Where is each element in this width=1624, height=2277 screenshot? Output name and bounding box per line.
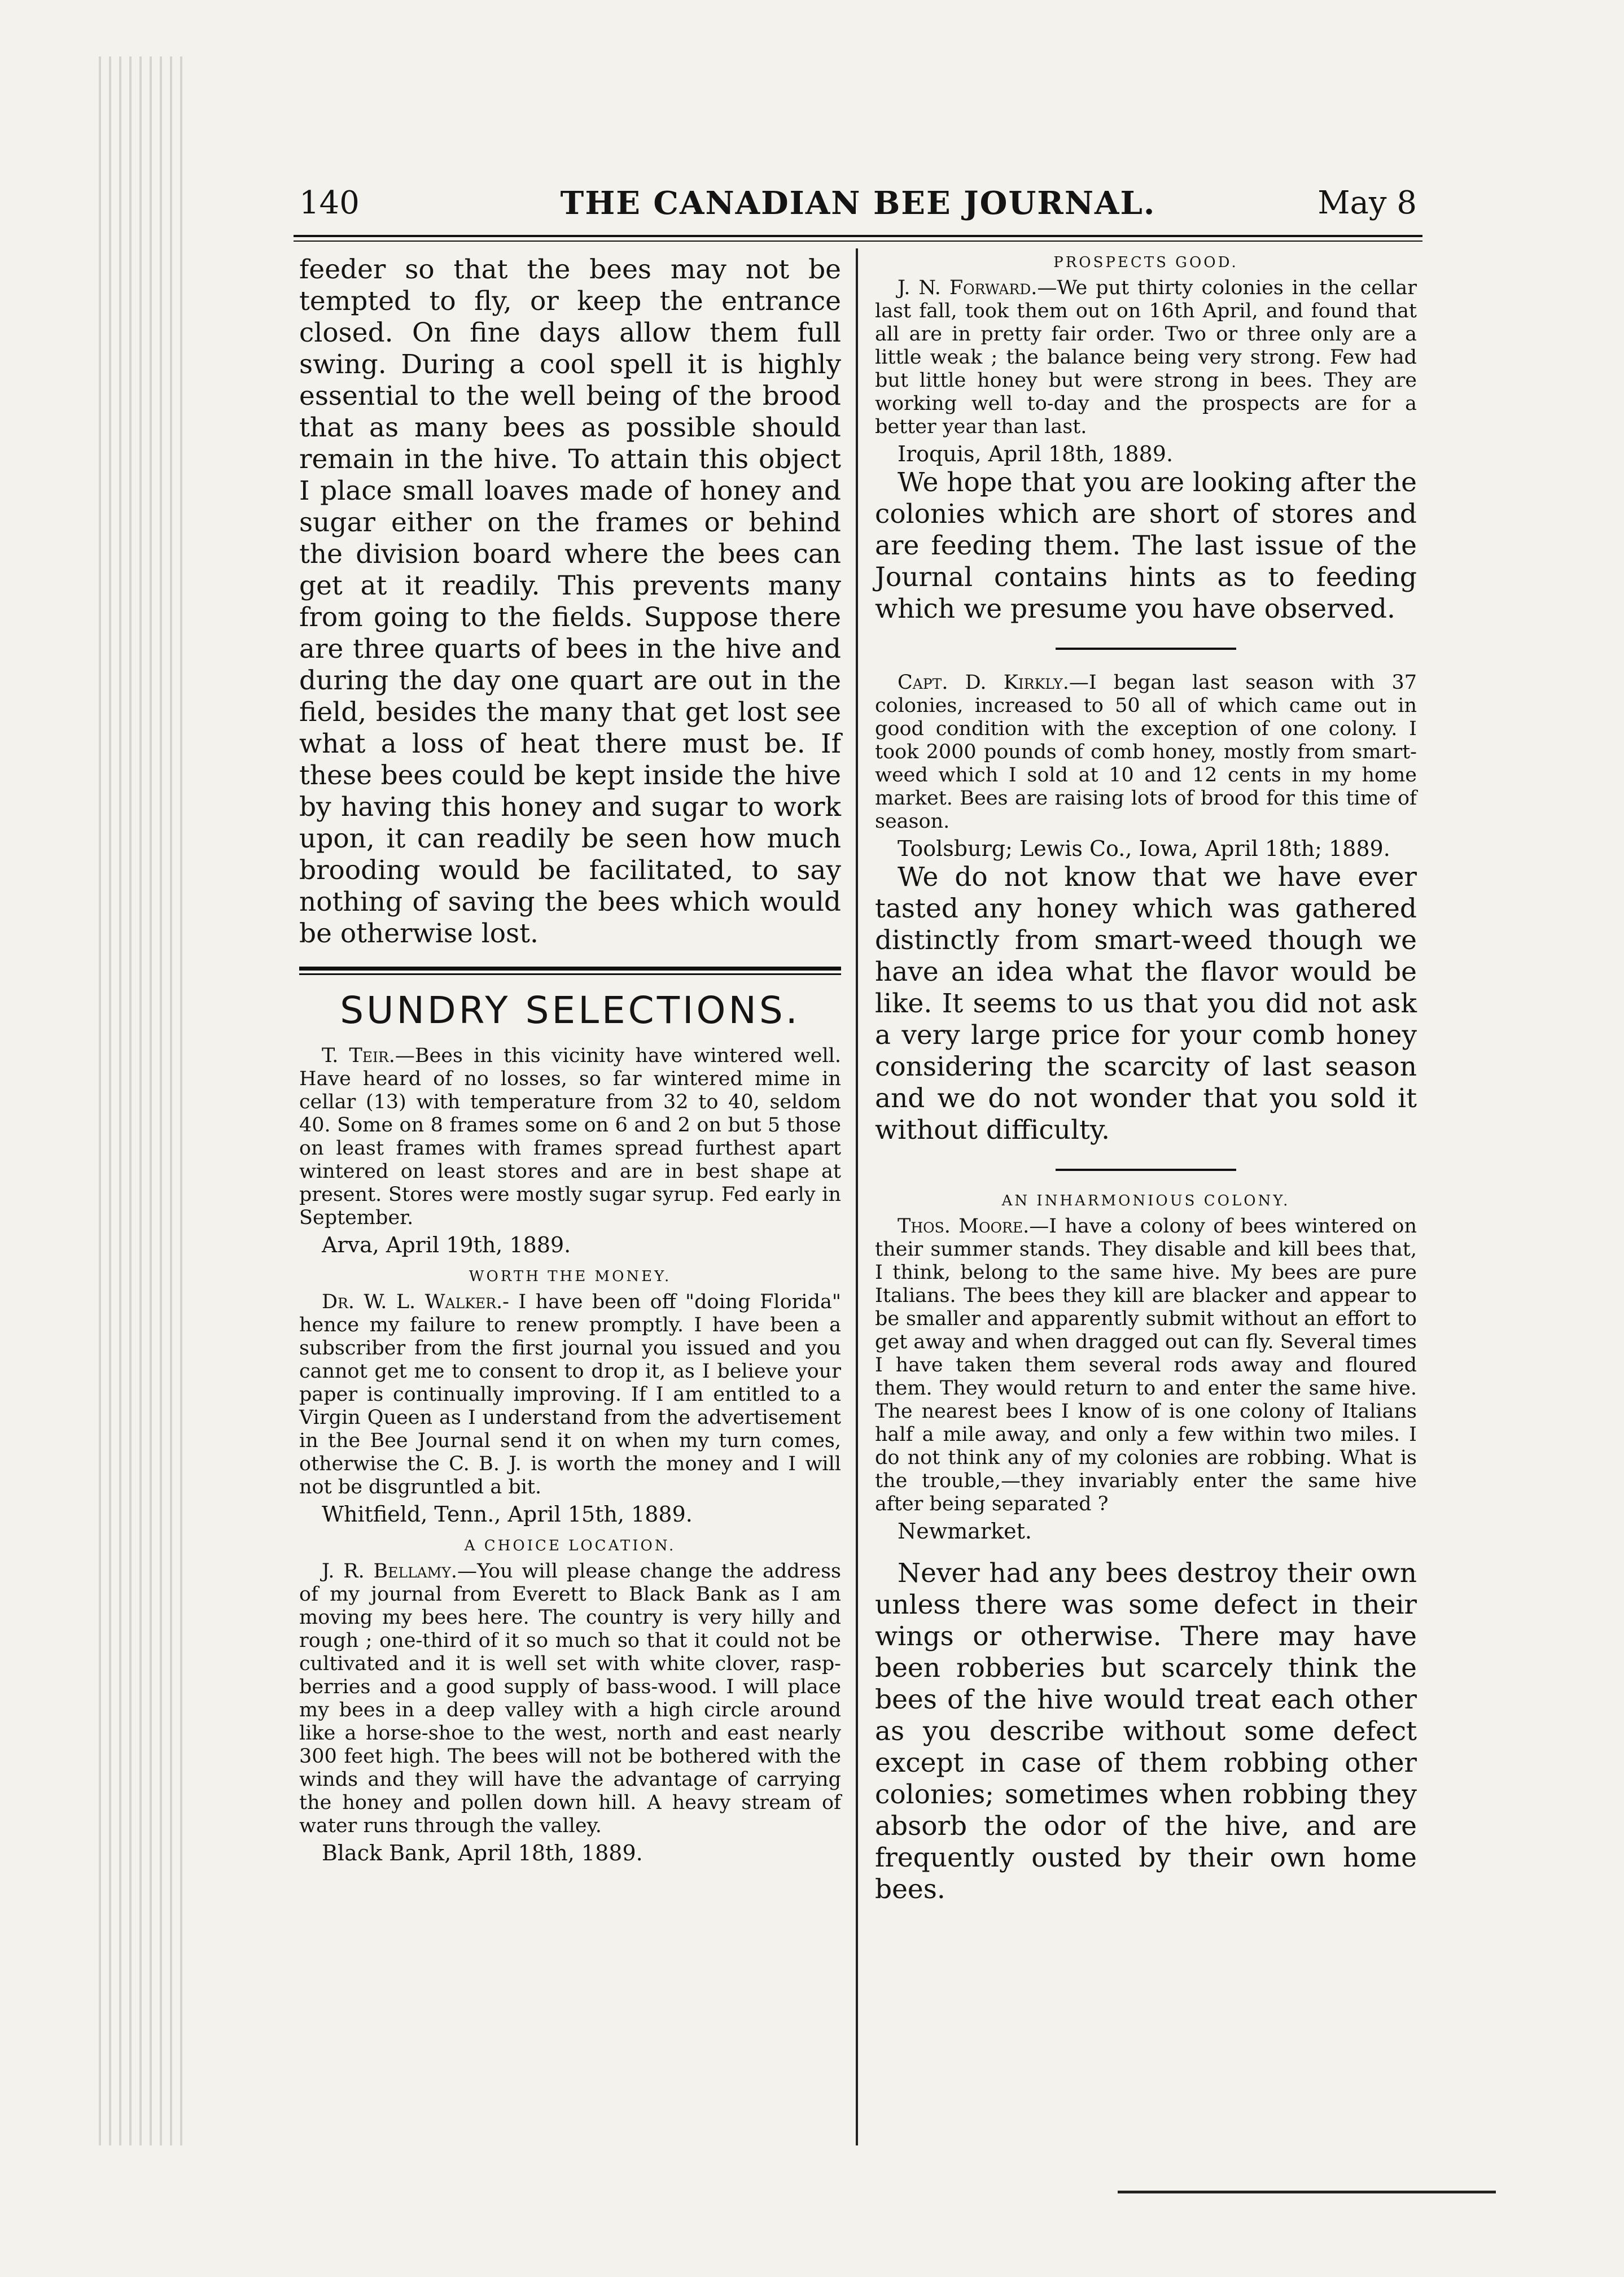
letter-signoff: Iroquis, April 18th, 1889.: [898, 442, 1174, 466]
letter-body: —I have a colony of bees wintered on their summer stands. They disable and kill bees that, I think, belong to the same hive. My bees are pure Italians. The bees they kill are blacker and appear to be smaller and apparently submit without an effort to get away and when dragged out can fly. Several times I have taken them several rods away and floured them. They would return to and enter the same hive. The nearest bees I know of is one colony of Italians half a mile away, and only a few within two miles. I do not think any of my colonies are robbing. What is the trouble,—they invariably enter the same hive after being separated ?: [875, 1215, 1417, 1515]
letter-signoff: Newmarket.: [898, 1519, 1032, 1544]
subheading-inharmonious-colony: AN INHARMONIOUS COLONY.: [1001, 1192, 1290, 1209]
letter-author: Capt. D. Kirkly.: [898, 671, 1069, 694]
editor-reply: Never had any bees destroy their own unless there was some defect in their wings or otherwise. There may have been robberies but scarcely think the bees of the hive would treat each other as you describe without some defect except in case of them robbing other colonies; sometimes when robbing they absorb the odor of the hive, and are frequently ousted by their own home bees.: [875, 1558, 1417, 1905]
letter-signoff: Black Bank, April 18th, 1889.: [322, 1841, 643, 1865]
running-head: [294, 181, 1422, 226]
bottom-stroke: [1118, 2191, 1496, 2193]
letter-bellamy: [299, 1560, 841, 1838]
letter-walker: [299, 1291, 841, 1499]
issue-date: May 8: [1317, 185, 1417, 221]
journal-title: THE CANADIAN BEE JOURNAL.: [560, 185, 1156, 222]
letter-kirkly: [875, 671, 1417, 833]
letter-author: J. N. Forward.: [898, 277, 1038, 299]
section-rule: [299, 967, 841, 975]
letter-body: - I have been off "doing Florida" hence my failure to renew promptly. I have been a subscriber from the first journal you issued and you cannot get me to consent to drop it, as I believe your paper is continually improving. If I am entitled to a Virgin Queen as I understand from the advertisement in the Bee Journal send it on when my turn comes, otherwise the C. B. J. is worth the money and I will not be disgruntled a bit.: [299, 1291, 841, 1498]
page-number: 140: [299, 185, 360, 221]
editor-reply: We hope that you are looking after the colonies which are short of stores and are feeding them. The last issue of the Journal contains hints as to feeding which we presume you have observed.: [875, 467, 1417, 624]
letter-moore: [875, 1215, 1417, 1516]
letter-body: —Bees in this vicinity have wintered well. Have heard of no losses, so far wintered mime in cellar (13) with temperature from 32 to 40, seldom 40. Some on 8 frames some on 6 and 2 on but 5 those on least frames with frames spread furthest apart wintered on least stores and are in best shape at present. Stores were mostly sugar syrup. Fed early in September.: [299, 1044, 841, 1229]
letter-author: Thos. Moore.: [898, 1215, 1030, 1238]
journal-page: [294, 181, 1422, 2168]
letter-signoff: Toolsburg; Lewis Co., Iowa, April 18th; 1889.: [898, 836, 1390, 861]
subheading-worth-the-money: WORTH THE MONEY.: [469, 1268, 672, 1285]
subheading-prospects-good: PROSPECTS GOOD.: [1053, 254, 1238, 271]
binding-shadow: [99, 56, 183, 2145]
letter-author: J. R. Bellamy.: [322, 1560, 457, 1583]
editor-reply: We do not know that we have ever tasted any honey which was gathered distinctly from smart-weed though we have an idea what the flavor would be like. It seems to us that you did not ask a very large price for your comb honey considering the scarcity of last season and we do not wonder that you sold it without difficulty.: [875, 862, 1417, 1146]
right-column: [875, 254, 1417, 1905]
letter-teir: [299, 1044, 841, 1230]
letter-signoff: Whitfield, Tenn., April 15th, 1889.: [322, 1502, 693, 1527]
letter-signoff: Arva, April 19th, 1889.: [322, 1233, 571, 1257]
subheading-choice-location: A CHOICE LOCATION.: [464, 1537, 676, 1554]
letter-forward: [875, 277, 1417, 439]
letter-author: T. Teir.: [322, 1044, 395, 1067]
letter-body: —You will please change the address of my journal from Everett to Black Bank as I am moving my bees here. The country is very hilly and rough ; one-third of it so much so that it could not be cultivated and it is well set with white clover, rasp-berries and a good supply of bass-wood. I will place my bees in a deep valley with a high circle around like a horse-shoe to the west, north and east nearly 300 feet high. The bees will not be bothered with the winds and they will have the advantage of carrying the honey and pollen down hill. A heavy stream of water runs through the valley.: [299, 1560, 841, 1837]
column-divider: [856, 248, 858, 2145]
section-title: SUNDRY SELECTIONS.: [340, 989, 800, 1032]
left-column: [299, 254, 841, 1866]
divider-rule: [1056, 648, 1236, 650]
letter-body: —We put thirty colonies in the cellar last fall, took them out on 16th April, and found that all are in pretty fair order. Two or three only are a little weak ; the balance being very strong. Few had but little honey but were strong in bees. They are working well to-day and the prospects are for a better year than last.: [875, 277, 1417, 438]
header-rule: [294, 235, 1422, 242]
letter-author: Dr. W. L. Walker.: [322, 1291, 503, 1313]
intro-paragraph: feeder so that the bees may not be tempted to fly, or keep the entrance closed. On fine days allow them full swing. During a cool spell it is highly essential to the well being of the brood that as many bees as possible should remain in the hive. To attain this object I place small loaves made of honey and sugar either on the frames or behind the division board where the bees can get at it readily. This prevents many from going to the fields. Suppose there are three quarts of bees in the hive and during the day one quart are out in the field, besides the many that get lost see what a loss of heat there must be. If these bees could be kept inside the hive by having this honey and sugar to work upon, it can readily be seen how much brooding would be facilitated, to say nothing of saving the bees which would be otherwise lost.: [299, 254, 841, 949]
divider-rule: [1056, 1169, 1236, 1171]
letter-body: —I began last season with 37 colonies, increased to 50 all of which came out in good condition with the exception of one colony. I took 2000 pounds of comb honey, mostly from smart-weed which I sold at 10 and 12 cents in my home market. Bees are raising lots of brood for this time of season.: [875, 671, 1417, 833]
